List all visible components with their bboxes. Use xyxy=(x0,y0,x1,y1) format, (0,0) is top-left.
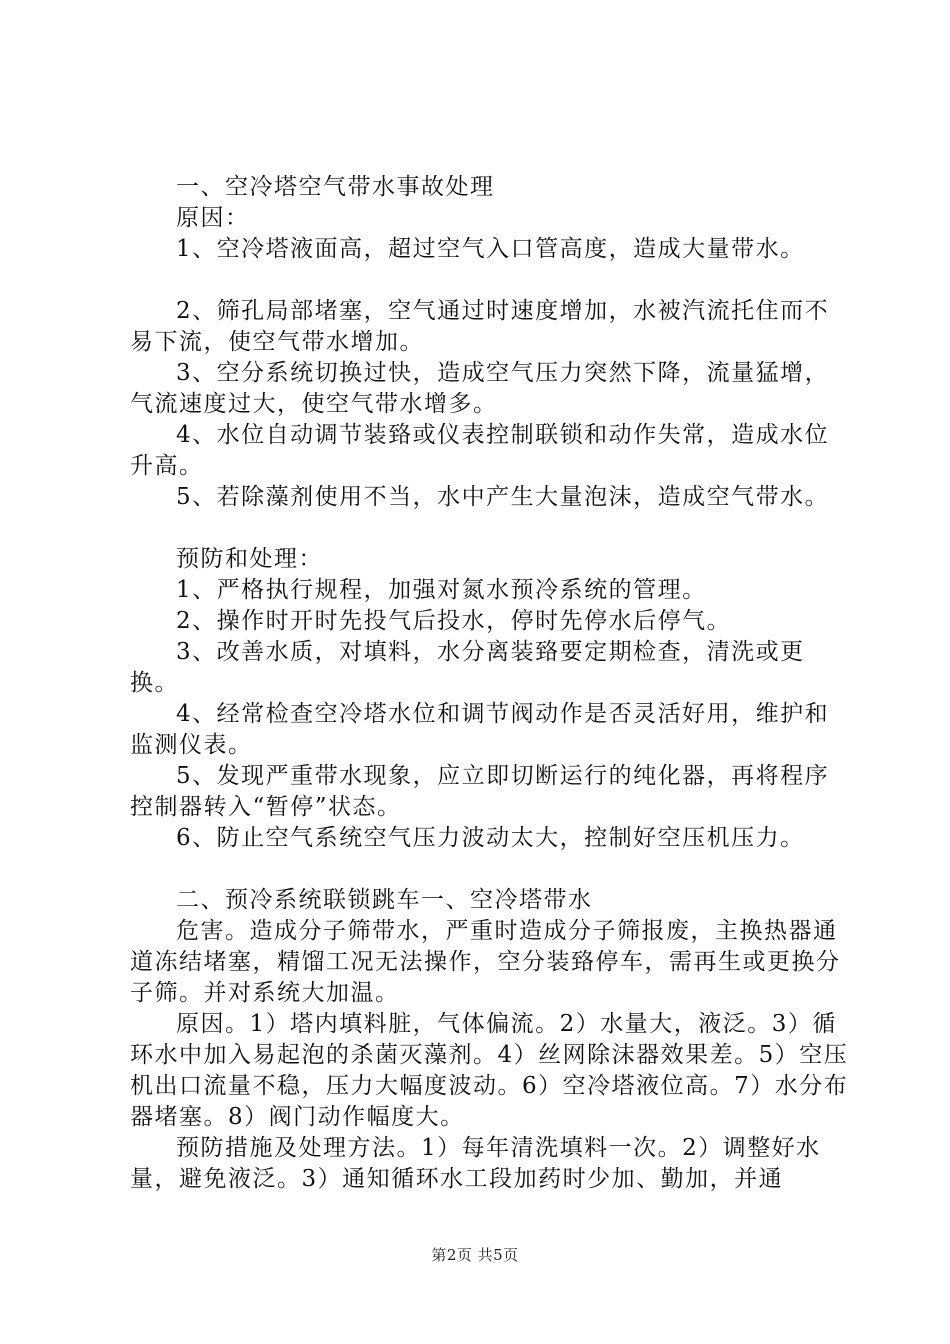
prevention-item: 1、严格执行规程，加强对氮水预冷系统的管理。 xyxy=(176,577,707,603)
paragraph-gap xyxy=(130,854,850,885)
causes-heading: 原因： xyxy=(176,205,250,231)
cause-item: 1、空冷塔液面高，超过空气入口管高度，造成大量带水。 xyxy=(176,236,805,262)
prevention-heading: 预防和处理： xyxy=(176,546,323,572)
prevention-item: 4、经常检查空冷塔水位和调节阀动作是否灵活好用，维护和监测仪表。 xyxy=(130,701,830,758)
prevention-item: 2、操作时开时先投气后投水，停时先停水后停气。 xyxy=(176,608,732,634)
cause-item: 3、空分系统切换过快，造成空气压力突然下降，流量猛增，气流速度过大，使空气带水增多。 xyxy=(130,360,830,417)
page-footer: 第2页 共5页 xyxy=(431,1246,519,1264)
section-1-title: 一、空冷塔空气带水事故处理 xyxy=(176,174,495,200)
measures-paragraph: 预防措施及处理方法。1）每年清洗填料一次。2）调整好水量，避免液泛。3）通知循环水工段加药时少加、勤加，并通 xyxy=(130,1135,821,1192)
document-body xyxy=(130,172,850,1195)
causes-paragraph: 原因。1）塔内填料脏，气体偏流。2）水量大，液泛。3）循环水中加入易起泡的杀菌灭藻剂。4）丝网除沫器效果差。5）空压机出口流量不稳，压力大幅度波动。6）空冷塔液位高。7）水分布器堵塞。8）阀门动作幅度大。 xyxy=(130,1011,849,1130)
cause-item: 4、水位自动调节装臵或仪表控制联锁和动作失常，造成水位升高。 xyxy=(130,422,830,479)
prevention-item: 5、发现严重带水现象，应立即切断运行的纯化器，再将程序控制器转入“暂停”状态。 xyxy=(130,763,830,820)
cause-item: 5、若除藻剂使用不当，水中产生大量泡沫，造成空气带水。 xyxy=(176,484,830,510)
hazard-paragraph: 危害。造成分子筛带水，严重时造成分子筛报废，主换热器通道冻结堵塞，精馏工况无法操作，空分装臵停车，需再生或更换分子筛。并对系统大加温。 xyxy=(130,918,841,1006)
paragraph-gap xyxy=(130,265,850,296)
prevention-item: 6、防止空气系统空气压力波动太大，控制好空压机压力。 xyxy=(176,825,805,851)
section-2-title: 二、预冷系统联锁跳车一、空冷塔带水 xyxy=(176,887,593,913)
paragraph-gap xyxy=(130,513,850,544)
cause-item: 2、筛孔局部堵塞，空气通过时速度增加，水被汽流托住而不易下流，使空气带水增加。 xyxy=(130,298,830,355)
prevention-item: 3、改善水质，对填料，水分离装臵要定期检查，清洗或更换。 xyxy=(130,639,805,696)
